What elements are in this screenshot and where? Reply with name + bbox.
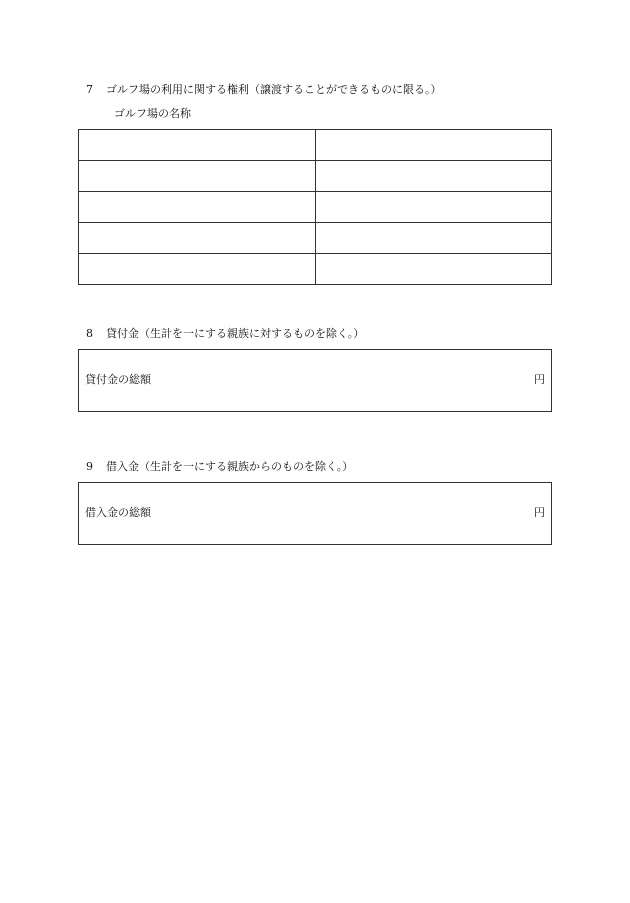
loans-receivable-total-label: 貸付金の総額 xyxy=(85,373,151,386)
loans-receivable-unit: 円 xyxy=(534,373,545,386)
golf-course-detail-cell[interactable] xyxy=(315,161,552,192)
golf-course-detail-cell[interactable] xyxy=(315,254,552,285)
loans-receivable-box xyxy=(78,349,552,412)
section-9-heading xyxy=(86,461,353,472)
section-8-number: 8 xyxy=(86,327,93,340)
golf-course-detail-cell[interactable] xyxy=(315,192,552,223)
golf-course-name-cell[interactable] xyxy=(79,223,316,254)
section-8-heading xyxy=(86,328,364,339)
section-9-title: 借入金（生計を一にする親族からのものを除く。） xyxy=(106,460,354,473)
golf-course-name-cell[interactable] xyxy=(79,161,316,192)
golf-course-detail-cell[interactable] xyxy=(315,223,552,254)
golf-table-row xyxy=(79,192,552,223)
golf-course-name-label: ゴルフ場の名称 xyxy=(114,107,191,120)
section-7-heading xyxy=(86,84,442,95)
golf-course-name-cell[interactable] xyxy=(79,254,316,285)
borrowings-unit: 円 xyxy=(534,506,545,519)
section-9-number: 9 xyxy=(86,460,93,473)
section-7-title: ゴルフ場の利用に関する権利（譲渡することができるものに限る。） xyxy=(106,83,442,96)
section-8-title: 貸付金（生計を一にする親族に対するものを除く。） xyxy=(106,327,365,340)
golf-table-row xyxy=(79,254,552,285)
golf-course-name-cell[interactable] xyxy=(79,192,316,223)
golf-table-row xyxy=(79,161,552,192)
section-7-number: 7 xyxy=(86,83,93,96)
golf-course-detail-cell[interactable] xyxy=(315,130,552,161)
golf-table-row xyxy=(79,130,552,161)
borrowings-box xyxy=(78,482,552,545)
golf-rights-table xyxy=(78,129,552,285)
borrowings-total-label: 借入金の総額 xyxy=(85,506,151,519)
golf-table-row xyxy=(79,223,552,254)
golf-course-name-cell[interactable] xyxy=(79,130,316,161)
